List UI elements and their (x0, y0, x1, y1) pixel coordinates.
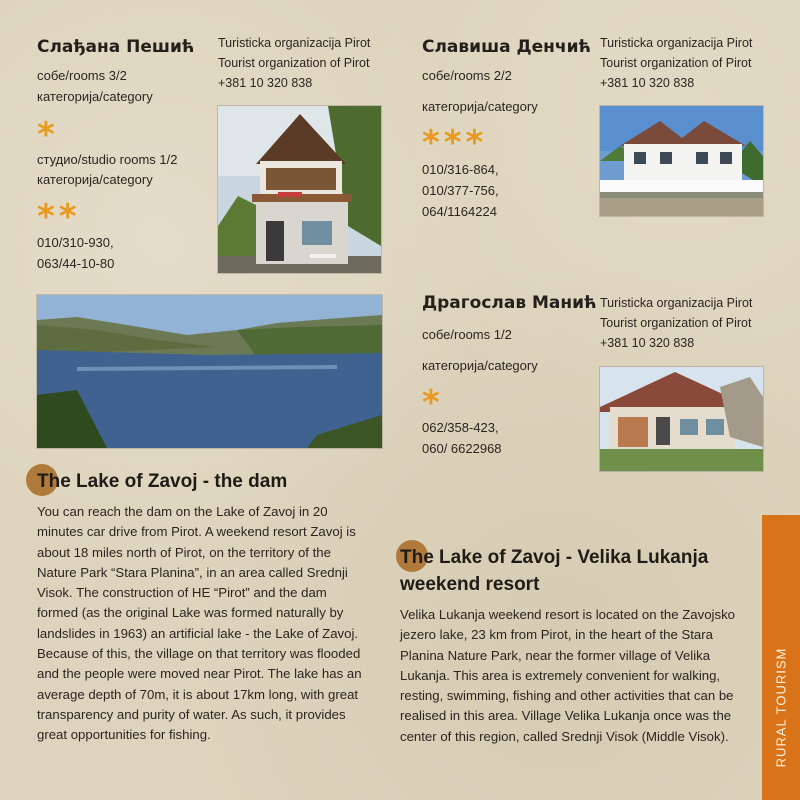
host-name: Слађана Пешић (37, 37, 195, 57)
rooms-info: собе/rooms 1/2 (422, 327, 512, 342)
section-tab (762, 515, 800, 800)
org-phone: +381 10 320 838 (600, 336, 695, 350)
studio-category-label: категорија/category (37, 172, 153, 187)
house-photo (218, 106, 381, 273)
rooms-info: собе/rooms 3/2 (37, 68, 127, 83)
org-name-english: Tourist organization of Pirot (218, 56, 370, 70)
rooms-info: собе/rooms 2/2 (422, 68, 512, 83)
category-label: категорија/category (37, 89, 153, 104)
org-name-local: Turisticka organizacija Pirot (600, 296, 753, 310)
category-stars: * (422, 383, 444, 423)
article-body: Velika Lukanja weekend resort is located on the Zavojsko jezero lake, 23 km from Pirot, in the heart of the Stara Planina Nature Park, near the former village of Velika Lukanja. This area is extremely convenient for walking, resting, swimming, fishing and other activities that can be realised in this area. Village Velika Lukanja once was the center of this region, called Srednji Visok (Middle Visok). (400, 607, 736, 744)
phone: 010/310-930, (37, 235, 114, 250)
studio-rooms-info: студио/studio rooms 1/2 (37, 152, 178, 167)
house-photo (600, 367, 763, 471)
phone: 010/316-864, (422, 162, 499, 177)
category-label: категорија/category (422, 99, 538, 114)
phone: 010/377-756, (422, 183, 499, 198)
phone: 064/1164224 (422, 204, 497, 219)
studio-category-stars: ** (37, 197, 81, 237)
host-name: Драгослав Манић (422, 293, 597, 313)
org-name-local: Turisticka organizacija Pirot (600, 36, 753, 50)
article-title: The Lake of Zavoj - the dam (37, 471, 288, 492)
phone: 060/ 6622968 (422, 441, 502, 456)
phone: 062/358-423, (422, 420, 499, 435)
article-title: The Lake of Zavoj - Velika Lukanja weekend resort (400, 547, 709, 595)
category-stars: *** (422, 123, 488, 163)
org-name-english: Tourist organization of Pirot (600, 316, 752, 330)
category-label: категорија/category (422, 358, 538, 373)
section-tab-label: RURAL TOURISM (773, 647, 789, 768)
host-name: Славиша Денчић (422, 37, 591, 57)
org-phone: +381 10 320 838 (600, 76, 695, 90)
phone: 063/44-10-80 (37, 256, 115, 271)
category-stars: * (37, 115, 59, 155)
article-body: You can reach the dam on the Lake of Zavoj in 20 minutes car drive from Pirot. A weekend resort Zavoj is about 18 miles north of Pirot, on the territory of the Nature Park “Stara Planina”, in an area called Srednji Visok. The construction of HE “Pirot” and the dam formed (as the original Lake was formed naturally by landslides in 1963) an artificial lake - the Lake of Zavoj. Because of this, the village on that territory was flooded and the people were moved near Pirot. The lake has an average depth of 70m, it is about 17km long, with great transparency and purity of water. As such, it provides great opportunities for fishing. (37, 504, 362, 743)
org-phone: +381 10 320 838 (218, 76, 313, 90)
house-photo (600, 106, 763, 216)
org-name-local: Turisticka organizacija Pirot (218, 36, 371, 50)
org-name-english: Tourist organization of Pirot (600, 56, 752, 70)
lake-photo (37, 295, 382, 448)
